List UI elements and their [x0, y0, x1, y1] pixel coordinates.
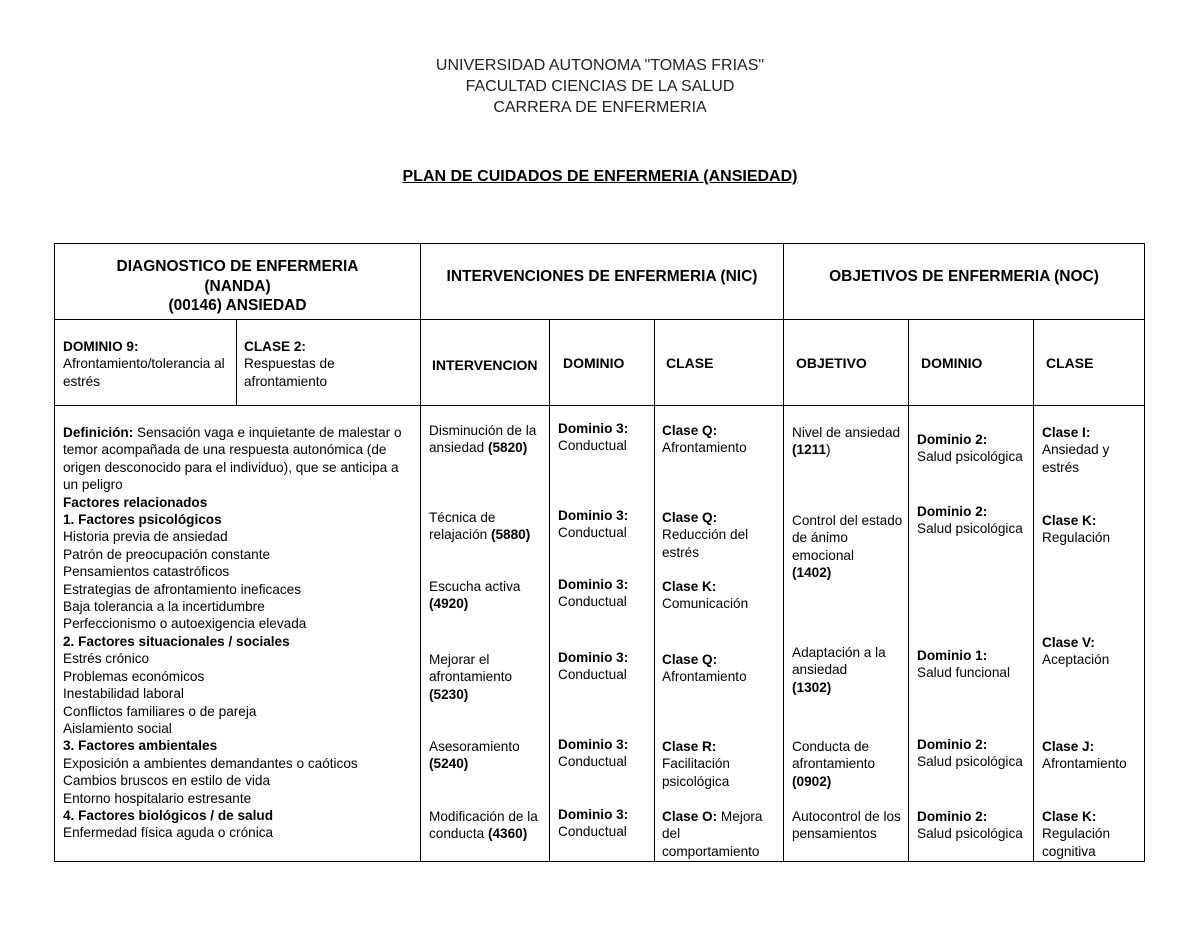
noc-objective-name: Autocontrol de los pensamientos: [792, 809, 901, 842]
nic-clase: [662, 651, 780, 686]
nic-dominio-desc: Conductual: [558, 667, 627, 683]
factor-group-title: 3. Factores ambientales: [63, 738, 218, 754]
nic-intervention: [429, 509, 547, 544]
nic-dominio-label: Dominio 3:: [558, 807, 629, 822]
table-col-divider: [654, 319, 655, 862]
noc-dominio-label: Dominio 1:: [917, 648, 988, 663]
nanda-header-line: DIAGNOSTICO DE ENFERMERIA: [116, 258, 359, 275]
nic-dominio-label: Dominio 3:: [558, 508, 629, 523]
nic-intervention-name: Disminución de la ansiedad: [429, 423, 537, 456]
noc-objective: [792, 424, 904, 459]
nic-dominio: [558, 576, 652, 611]
factor-item: Inestabilidad laboral: [63, 686, 184, 702]
noc-objective-code: (1402): [792, 565, 832, 581]
nic-dominio-desc: Conductual: [558, 438, 627, 454]
noc-clase-label: Clase K:: [1042, 513, 1097, 528]
table-border-bottom: [54, 861, 1145, 862]
dominio9-cell: [63, 338, 233, 390]
nic-dominio-desc: Conductual: [558, 824, 627, 840]
noc-clase: [1042, 424, 1142, 476]
nic-dominio-desc: Conductual: [558, 594, 627, 610]
table-border-left: [54, 243, 55, 862]
plan-title: PLAN DE CUIDADOS DE ENFERMERIA (ANSIEDAD): [402, 168, 798, 185]
dominio9-label: DOMINIO 9:: [63, 339, 139, 354]
noc-header: OBJETIVOS DE ENFERMERIA (NOC): [829, 268, 1099, 285]
noc-objective-name: Control del estado de ánimo emocional: [792, 513, 903, 563]
nic-clase-desc: Comunicación: [662, 596, 749, 612]
clase2-text: Respuestas de afrontamiento: [244, 356, 335, 389]
nic-clase-label: Clase K:: [662, 579, 717, 594]
factor-item: Perfeccionismo o autoexigencia elevada: [63, 616, 307, 632]
noc-objective-name: Adaptación a la ansiedad: [792, 645, 886, 678]
nic-dominio-label: Dominio 3:: [558, 421, 629, 436]
col-intervencion: INTERVENCION: [432, 357, 538, 373]
nic-intervention-code: (4920): [429, 596, 469, 612]
noc-clase-desc: Regulación: [1042, 530, 1111, 546]
noc-clase: [1042, 808, 1142, 860]
nic-intervention: [429, 808, 547, 843]
nic-dominio: [558, 649, 652, 684]
factor-item: Conflictos familiares o de pareja: [63, 703, 257, 719]
nic-intervention-code: (4360): [487, 826, 528, 842]
dominio9-text: Afrontamiento/tolerancia al estrés: [63, 356, 225, 389]
col-clase-noc: CLASE: [1046, 355, 1094, 371]
noc-clase-label: Clase J:: [1042, 739, 1095, 754]
care-plan-table: [54, 243, 1145, 863]
nic-intervention: [429, 578, 547, 613]
nic-intervention-code: (5880): [490, 527, 531, 543]
noc-clase-desc: Ansiedad y estrés: [1042, 442, 1110, 475]
factor-item: Patrón de preocupación constante: [63, 546, 271, 562]
university-name: UNIVERSIDAD AUTONOMA "TOMAS FRIAS": [435, 57, 765, 74]
factor-item: Estrés crónico: [63, 651, 150, 667]
table-border-right: [1144, 243, 1145, 862]
nic-clase: [662, 422, 780, 457]
noc-objective-name: Nivel de ansiedad: [792, 425, 901, 440]
nic-dominio-desc: Conductual: [558, 754, 627, 770]
noc-dominio-label: Dominio 2:: [917, 432, 988, 447]
factor-item: Pensamientos catastróficos: [63, 564, 230, 580]
factor-group-title: 1. Factores psicológicos: [63, 512, 222, 528]
factor-item: Historia previa de ansiedad: [63, 529, 228, 545]
nic-intervention-code: (5820): [487, 440, 528, 456]
noc-dominio-desc: Salud psicológica: [917, 754, 1023, 770]
definition-text: Sensación vaga e inquietante de malestar o temor acompañada de una respuesta autonómica (de origen desconocido para el individuo), que se anticipa a un peligro: [63, 425, 402, 493]
noc-clase: [1042, 512, 1142, 547]
noc-clase: [1042, 738, 1142, 773]
noc-objective-code: (1211: [792, 442, 827, 458]
table-col-divider: [1033, 319, 1034, 862]
factor-item: Enfermedad física aguda o crónica: [63, 825, 274, 841]
clase2-label: CLASE 2:: [244, 339, 306, 354]
nic-clase-label: Clase R:: [662, 739, 717, 754]
noc-objective-code: (1302): [792, 679, 832, 695]
nic-clase-label: Clase Q:: [662, 510, 718, 525]
factor-item: Cambios bruscos en estilo de vida: [63, 773, 271, 789]
noc-objective-code-suffix: ): [826, 442, 831, 458]
nic-dominio-desc: Conductual: [558, 525, 627, 541]
factor-item: Estrategias de afrontamiento ineficaces: [63, 581, 302, 597]
table-row-divider: [54, 319, 1145, 320]
definition-cell: [63, 424, 413, 842]
factor-item: Baja tolerancia a la incertidumbre: [63, 599, 265, 615]
nic-dominio: [558, 420, 652, 455]
nanda-header-line: (NANDA): [204, 277, 271, 295]
nic-clase: [662, 738, 780, 790]
table-col-divider: [783, 243, 784, 862]
nic-clase-desc: Mejora del comportamiento: [662, 809, 763, 859]
noc-objective-code-line: [792, 773, 904, 790]
col-clase-nic: CLASE: [666, 355, 714, 371]
nic-dominio-label: Dominio 3:: [558, 737, 629, 752]
noc-dominio-desc: Salud psicológica: [917, 521, 1023, 537]
noc-clase-label: Clase V:: [1042, 635, 1095, 650]
table-col-divider: [236, 319, 237, 405]
factor-group-title: 2. Factores situacionales / sociales: [63, 633, 290, 649]
factor-item: Exposición a ambientes demandantes o caóticos: [63, 755, 358, 771]
noc-objective-code-line: [792, 564, 904, 581]
nic-dominio: [558, 806, 652, 841]
nic-clase-desc: Afrontamiento: [662, 669, 747, 685]
nic-dominio: [558, 507, 652, 542]
nanda-header-line: (00146) ANSIEDAD: [168, 297, 307, 314]
noc-dominio: [917, 431, 1029, 466]
factor-item: Aislamiento social: [63, 720, 172, 736]
noc-dominio-label: Dominio 2:: [917, 809, 988, 824]
col-dominio-nic: DOMINIO: [563, 355, 625, 371]
table-row-divider: [54, 405, 1145, 406]
noc-objective: [792, 644, 904, 696]
nic-clase-label: Clase Q:: [662, 652, 718, 667]
nanda-header: [55, 257, 420, 316]
nic-intervention-name: Escucha activa: [429, 579, 521, 594]
nic-clase-label: Clase Q:: [662, 423, 718, 438]
factors-title: Factores relacionados: [63, 494, 208, 510]
nic-clase: [662, 808, 780, 860]
noc-objective: [792, 808, 904, 843]
noc-dominio: [917, 503, 1029, 538]
noc-objective-code-line: [792, 679, 904, 696]
clase2-cell: [244, 338, 416, 390]
nic-intervention: [429, 422, 547, 457]
definition-label: Definición:: [63, 425, 134, 440]
noc-dominio: [917, 736, 1029, 771]
factor-groups: [63, 511, 413, 842]
noc-dominio: [917, 647, 1029, 682]
factor-item: Problemas económicos: [63, 668, 205, 684]
nic-dominio: [558, 736, 652, 771]
factor-group-title: 4. Factores biológicos / de salud: [63, 807, 273, 823]
document-header: [0, 55, 1200, 118]
nic-intervention: [429, 651, 547, 703]
nic-intervention-name: Modificación de la conducta: [429, 809, 538, 842]
nic-clase-desc: Afrontamiento: [662, 440, 747, 456]
table-col-divider: [549, 319, 550, 862]
nic-clase: [662, 578, 780, 613]
noc-objective: [792, 512, 904, 582]
col-objetivo: OBJETIVO: [796, 355, 867, 371]
definition-paragraph: [63, 424, 413, 494]
nic-clase-desc: Reducción del estrés: [662, 527, 749, 560]
nic-clase-desc: Facilitación psicológica: [662, 756, 730, 789]
noc-dominio-label: Dominio 2:: [917, 504, 988, 519]
noc-objective-code-line: [792, 441, 904, 458]
noc-objective-name: Conducta de afrontamiento: [792, 739, 876, 772]
noc-dominio: [917, 808, 1029, 843]
nic-clase-label: Clase O:: [662, 809, 718, 824]
career-name: CARRERA DE ENFERMERIA: [493, 99, 707, 116]
table-border-top: [54, 243, 1145, 244]
noc-clase-desc: Aceptación: [1042, 652, 1110, 668]
nic-intervention-name: Asesoramiento: [429, 739, 520, 754]
factor-item: Entorno hospitalario estresante: [63, 790, 252, 806]
noc-clase-label: Clase K:: [1042, 809, 1097, 824]
nic-intervention-code: (5240): [429, 756, 469, 772]
noc-objective-code: (0902): [792, 773, 832, 789]
noc-clase-desc: Regulación cognitiva: [1042, 826, 1111, 859]
noc-dominio-desc: Salud funcional: [917, 665, 1010, 681]
noc-clase: [1042, 634, 1142, 669]
nic-clase: [662, 509, 780, 561]
nic-dominio-label: Dominio 3:: [558, 650, 629, 665]
noc-dominio-desc: Salud psicológica: [917, 449, 1023, 465]
noc-dominio-desc: Salud psicológica: [917, 826, 1023, 842]
table-col-divider: [908, 319, 909, 862]
col-dominio-noc: DOMINIO: [921, 355, 983, 371]
noc-dominio-label: Dominio 2:: [917, 737, 988, 752]
noc-clase-label: Clase I:: [1042, 425, 1091, 440]
nic-intervention-code: (5230): [429, 686, 469, 702]
nic-header: INTERVENCIONES DE ENFERMERIA (NIC): [446, 268, 758, 285]
faculty-name: FACULTAD CIENCIAS DE LA SALUD: [465, 78, 735, 95]
nic-dominio-label: Dominio 3:: [558, 577, 629, 592]
noc-clase-desc: Afrontamiento: [1042, 756, 1127, 772]
nic-intervention-name: Técnica de relajación: [429, 510, 496, 543]
nic-intervention-name: Mejorar el afrontamiento: [429, 652, 513, 685]
noc-objective: [792, 738, 904, 790]
table-col-divider: [420, 243, 421, 862]
nic-intervention: [429, 738, 547, 773]
